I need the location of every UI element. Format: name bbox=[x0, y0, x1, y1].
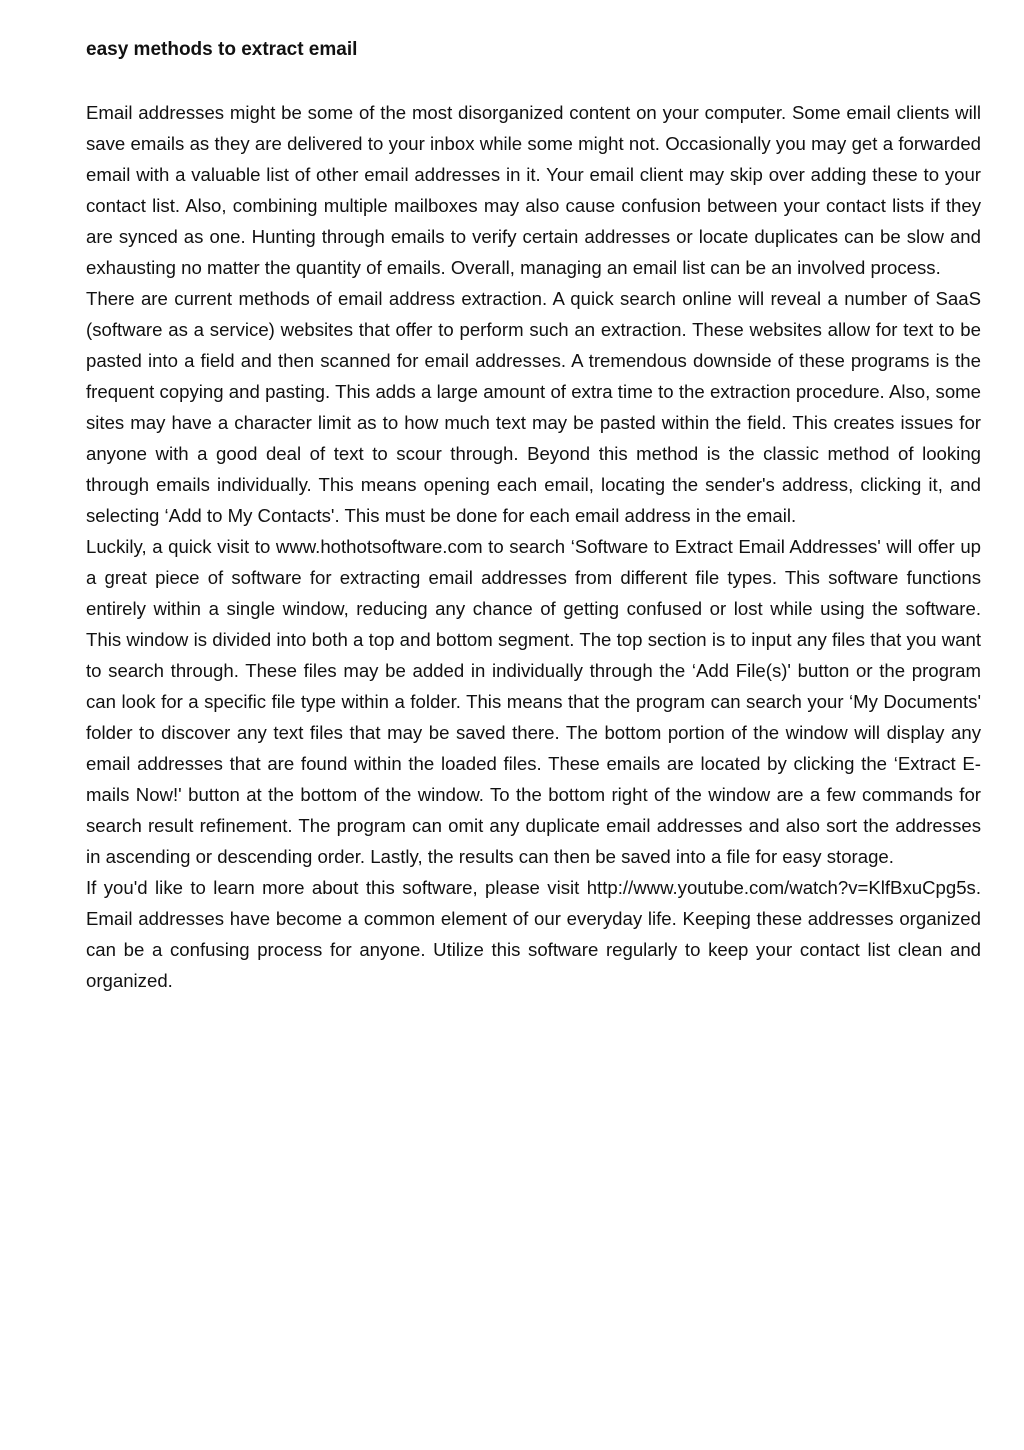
document-title: easy methods to extract email bbox=[86, 39, 358, 60]
document-body bbox=[86, 97, 981, 996]
paragraph-current-methods: There are current methods of email address extraction. A quick search online will reveal a number of SaaS (software as a service) websites that offer to perform such an extraction. These websites allow for text to be pasted into a field and then scanned for email addresses. A tremendous downside of these programs is the frequent copying and pasting. This adds a large amount of extra time to the extraction procedure. Also, some sites may have a character limit as to how much text may be pasted within the field. This creates issues for anyone with a good deal of text to scour through. Beyond this method is the classic method of looking through emails individually. This means opening each email, locating the sender's address, clicking it, and selecting ‘Add to My Contacts'. This must be done for each email address in the email. bbox=[86, 288, 981, 526]
paragraph-problem: Email addresses might be some of the most disorganized content on your computer. Some email clients will save emails as they are delivered to your inbox while some might not. Occasionally you may get a forwarded email with a valuable list of other email addresses in it. Your email client may skip over adding these to your contact list. Also, combining multiple mailboxes may also cause confusion between your contact lists if they are synced as one. Hunting through emails to verify certain addresses or locate duplicates can be slow and exhausting no matter the quantity of emails. Overall, managing an email list can be an involved process. bbox=[86, 102, 981, 278]
paragraph-software: Luckily, a quick visit to www.hothotsoftware.com to search ‘Software to Extract Email Addresses' will offer up a great piece of software for extracting email addresses from different file types. This software functions entirely within a single window, reducing any chance of getting confused or lost while using the software. This window is divided into both a top and bottom segment. The top section is to input any files that you want to search through. These files may be added in individually through the ‘Add File(s)' button or the program can look for a specific file type within a folder. This means that the program can search your ‘My Documents' folder to discover any text files that may be saved there. The bottom portion of the window will display any email addresses that are found within the loaded files. These emails are located by clicking the ‘Extract E-mails Now!' button at the bottom of the window. To the bottom right of the window are a few commands for search result refinement. The program can omit any duplicate email addresses and also sort the addresses in ascending or descending order. Lastly, the results can then be saved into a file for easy storage. bbox=[86, 536, 981, 867]
paragraph-conclusion: If you'd like to learn more about this software, please visit http://www.youtube.com/watch?v=KlfBxuCpg5s. Email addresses have become a common element of our everyday life. Keeping these addresses organized can be a confusing process for anyone. Utilize this software regularly to keep your contact list clean and organized. bbox=[86, 877, 981, 991]
